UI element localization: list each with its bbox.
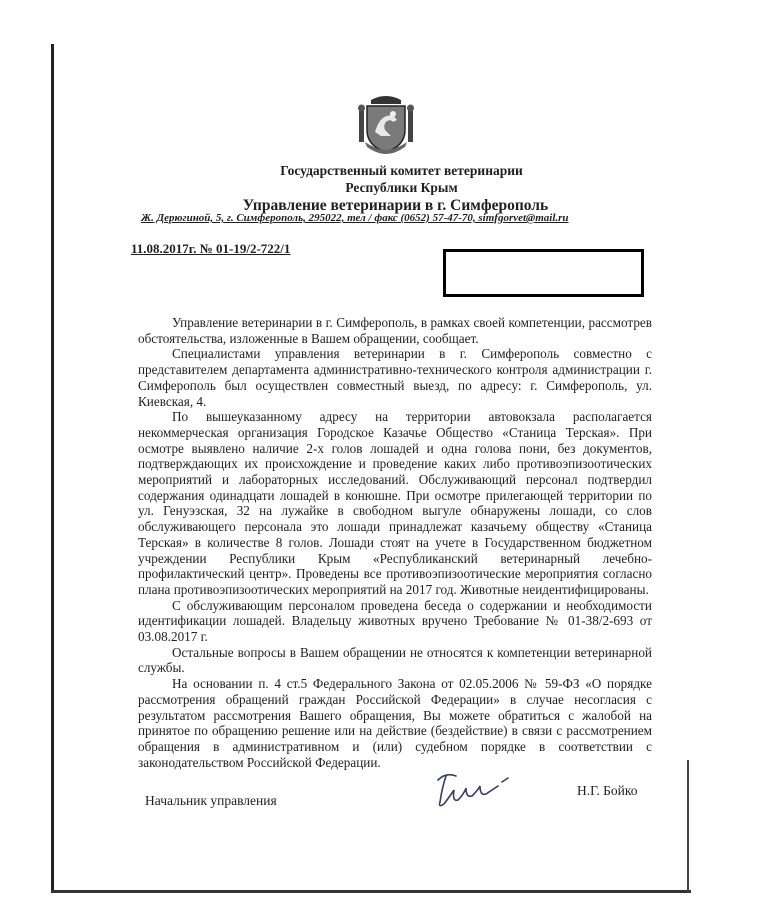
signatory-position: Начальник управления	[145, 793, 277, 808]
page-edge-right	[687, 760, 689, 892]
paragraph: Остальные вопросы в Вашем обращении не относятся к компетенции ветеринарной службы.	[138, 644, 652, 676]
paragraph: На основании п. 4 ст.5 Федерального Закона от 02.05.2006 № 59-ФЗ «О порядке рассмотрения обращений граждан Российской Федерации» в случае несогласия с результатом рассмотрения Вашего обращения, Вы можете обратиться с жалобой на принятое по обращению решение или на действие (бездействие) в связи с рассмотрением обращения в административном и (или) судебном порядке в соответствии с законодательством Российской Федерации.	[138, 676, 652, 770]
republic-name: Республики Крым	[345, 180, 458, 195]
handwritten-signature	[432, 768, 522, 812]
reference-number: 11.08.2017г. № 01-19/2-722/1	[131, 241, 291, 256]
department-name: Управление ветеринарии в г. Симферополь	[242, 197, 549, 214]
committee-name: Государственный комитет ветеринарии	[280, 163, 523, 178]
letter-body	[138, 315, 652, 770]
paragraph: С обслуживающим персоналом проведена беседа о содержании и необходимости идентификации лошадей. Владельцу животных вручено Требование № 01-38/2-693 от 03.08.2017 г.	[138, 597, 652, 645]
paragraph: Специалистами управления ветеринарии в г. Симферополь совместно с представителем департамента административно-технического контроля администрации г. Симферополь был осуществлен совместный выезд, по адресу: г. Симферополь, ул. Киевская, 4.	[138, 346, 652, 409]
paragraph: По вышеуказанному адресу на территории автовокзала располагается некоммерческая организация Городское Казачье Общество «Станица Терская». При осмотре выявлено наличие 2-х голов лошадей и одна голова пони, без документов, подтверждающих их происхождение и проведение каких либо противоэпизоотических мероприятий и лабораторных исследований. Обслуживающий персонал подтвердил содержания одинадцати лошадей в конюшне. При осмотре прилегающей территории по ул. Генуэзская, 32 на лужайке в свободном выгуле обнаружены лошади, со слов обслуживающего персонала это лошади принадлежат казачьему обществу «Станица Терская» в количестве 8 голов. Лошади стоят на учете в Государственном бюджетном учреждении Республики Крым «Республиканский ветеринарный лечебно-профилактический центр». Проведены все противоэпизоотические мероприятия согласно плана противоэпизоотических мероприятий на 2017 год. Животные неидентифицированы.	[138, 409, 652, 597]
paragraph: Управление ветеринарии в г. Симферополь, в рамках своей компетенции, рассмотрев обстоятельства, изложенные в Вашем обращении, сообщает.	[138, 315, 652, 346]
crimea-coat-of-arms-icon	[357, 92, 415, 154]
page-edge-bottom	[51, 890, 691, 893]
redacted-recipient-box	[443, 249, 644, 297]
address-line: Ж. Дерюгиной, 5, г. Симферополь, 295022, тел / факс (0652) 57-47-70, simfgorvet@mail.ru	[141, 212, 569, 224]
signatory-name: Н.Г. Бойко	[577, 783, 638, 798]
